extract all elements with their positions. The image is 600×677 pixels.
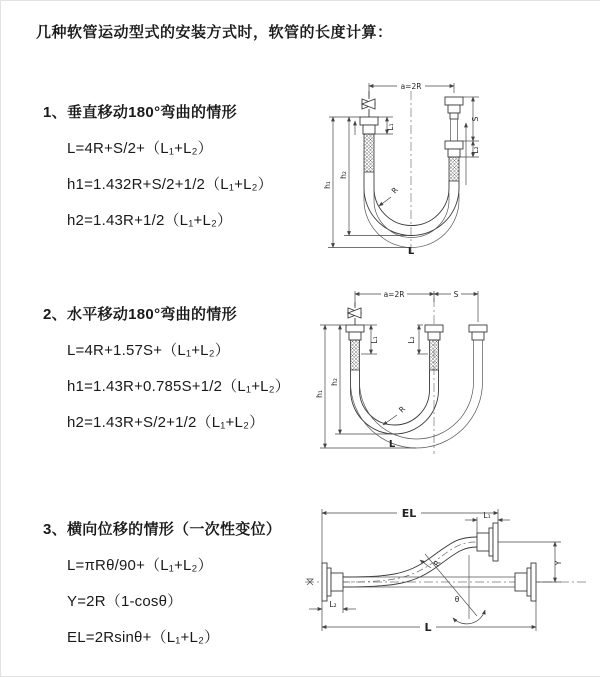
dim-label-l1: L₁ [370, 336, 379, 344]
formula-EL: EL=2Rsinθ+（L₁+L₂） [67, 629, 220, 646]
right-fitting-upper [445, 97, 463, 141]
left-fitting [346, 325, 364, 370]
braid-section [351, 340, 360, 370]
section-heading: 3、横向位移的情形（一次性变位） [43, 521, 282, 538]
dim-label-s: S [471, 116, 480, 122]
dim-label-l2: L₂ [329, 600, 337, 609]
dim-label-y: Y [554, 560, 563, 566]
dim-s [463, 97, 480, 141]
right-fitting [469, 325, 487, 354]
valve-icon [348, 302, 361, 325]
formula-L: L=4R+1.57S+（L₁+L₂） [67, 342, 230, 359]
dim-label-h1: h₁ [315, 390, 324, 398]
dim-el [322, 507, 498, 563]
braid-section [449, 157, 459, 181]
section-vertical-movement [43, 101, 333, 230]
page-title: 几种软管运动型式的安装方式时，软管的长度计算： [36, 24, 393, 41]
braid-section [364, 134, 374, 172]
dim-l1 [465, 511, 510, 533]
braid-section [430, 340, 439, 370]
section-lateral-displacement [43, 518, 333, 647]
dim-s [434, 289, 478, 299]
dim-label-h2: h₂ [330, 378, 339, 386]
dim-label-h1: h₁ [323, 181, 332, 189]
straight-pipe-position [343, 563, 536, 601]
section-horizontal-movement [43, 303, 333, 432]
diagram-horizontal-180-bend [307, 282, 542, 464]
radius-label: R [431, 558, 443, 568]
angle-label: θ [454, 595, 460, 604]
displaced-hose [343, 537, 477, 587]
length-label: L [388, 439, 396, 450]
formula-Y: Y=2R（1-cosθ） [67, 593, 183, 610]
section-heading: 2、水平移动180°弯曲的情形 [43, 306, 237, 323]
middle-fitting [425, 325, 443, 370]
dim-label-l1: L₁ [386, 123, 395, 131]
dim-label-l2: L₂ [407, 336, 416, 344]
formula-L: L=πRθ/90+（L₁+L₂） [67, 557, 213, 574]
valve-icon [362, 91, 375, 117]
radius-label: R [397, 404, 408, 415]
left-fitting [360, 117, 378, 172]
dim-label-a2R: a=2R [383, 290, 405, 299]
diagram-lateral-displacement [297, 497, 599, 649]
diagram-vertical-180-bend [311, 73, 546, 261]
dim-label-l1: L₁ [483, 511, 491, 520]
dim-label-l2: L₂ [471, 146, 480, 154]
left-flange [322, 563, 343, 601]
dim-length [322, 601, 536, 634]
dim-label-a2R: a=2R [400, 82, 422, 91]
radius-leader [383, 404, 407, 425]
dim-a2R [369, 81, 454, 97]
radius-label: R [389, 185, 400, 196]
radius-leader [420, 559, 442, 568]
dim-label-h2: h₂ [339, 171, 348, 179]
length-label: L [424, 621, 432, 634]
section-heading: 1、垂直移动180°弯曲的情形 [43, 104, 237, 121]
dim-l2 [309, 591, 356, 613]
right-fitting-lower [445, 141, 463, 181]
dim-label-s: S [453, 290, 459, 299]
formula-h1: h1=1.432R+S/2+1/2（L₁+L₂） [67, 176, 273, 193]
dim-label-el: EL [401, 507, 417, 520]
radius-leader [379, 186, 400, 206]
upper-flange [477, 523, 498, 561]
length-label: L [407, 246, 415, 257]
formula-L: L=4R+S/2+（L₁+L₂） [67, 140, 213, 157]
formula-h2: h2=1.43R+S/2+1/2（L₁+L₂） [67, 414, 265, 431]
formula-h1: h1=1.43R+0.785S+1/2（L₁+L₂） [67, 378, 290, 395]
hose-curves [364, 172, 459, 248]
formula-h2: h2=1.43R+1/2（L₁+L₂） [67, 212, 233, 229]
